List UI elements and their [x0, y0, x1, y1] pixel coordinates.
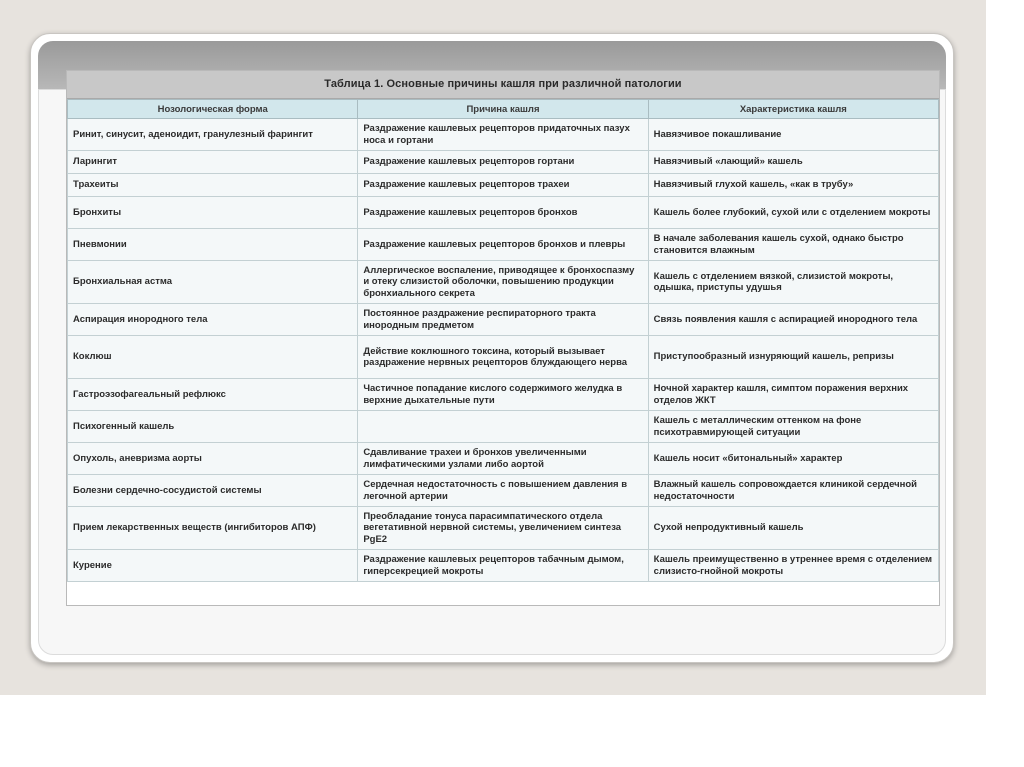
table-title: Таблица 1. Основные причины кашля при различной патологии [67, 71, 939, 99]
nosology-cell: Ларингит [68, 151, 358, 174]
characteristic-cell: Навязчивый «лающий» кашель [648, 151, 938, 174]
characteristic-cell: Приступообразный изнуряющий кашель, репризы [648, 336, 938, 379]
nosology-cell: Болезни сердечно-сосудистой системы [68, 475, 358, 507]
cause-cell: Сдавливание трахеи и бронхов увеличенными лимфатическими узлами либо аортой [358, 443, 648, 475]
nosology-cell: Бронхиты [68, 197, 358, 229]
table-row [68, 151, 939, 174]
cause-cell: Преобладание тонуса парасимпатического отдела вегетативной нервной системы, увеличением синтеза PgE2 [358, 507, 648, 550]
column-header-nosology: Нозологическая форма [68, 100, 358, 119]
table-row [68, 261, 939, 304]
cough-causes-table [66, 70, 940, 606]
table-row [68, 550, 939, 582]
characteristic-cell: Кашель преимущественно в утреннее время с отделением слизисто-гнойной мокроты [648, 550, 938, 582]
characteristic-cell: Кашель носит «битональный» характер [648, 443, 938, 475]
characteristic-cell: Кашель с металлическим оттенком на фоне психотравмирующей ситуации [648, 411, 938, 443]
cause-cell: Сердечная недостаточность с повышением давления в легочной артерии [358, 475, 648, 507]
cause-cell: Действие коклюшного токсина, который вызывает раздражение нервных рецепторов блуждающего нерва [358, 336, 648, 379]
cause-cell: Раздражение кашлевых рецепторов бронхов и плевры [358, 229, 648, 261]
column-header-characteristic: Характеристика кашля [648, 100, 938, 119]
characteristic-cell: Влажный кашель сопровождается клиникой сердечной недостаточности [648, 475, 938, 507]
cause-cell: Раздражение кашлевых рецепторов бронхов [358, 197, 648, 229]
nosology-cell: Коклюш [68, 336, 358, 379]
column-header-cause: Причина кашля [358, 100, 648, 119]
table-row [68, 174, 939, 197]
nosology-cell: Курение [68, 550, 358, 582]
nosology-cell: Аспирация инородного тела [68, 304, 358, 336]
nosology-cell: Опухоль, аневризма аорты [68, 443, 358, 475]
cause-cell: Постоянное раздражение респираторного тракта инородным предметом [358, 304, 648, 336]
characteristic-cell: В начале заболевания кашель сухой, однако быстро становится влажным [648, 229, 938, 261]
characteristic-cell: Навязчивое покашливание [648, 119, 938, 151]
nosology-cell: Ринит, синусит, аденоидит, гранулезный фарингит [68, 119, 358, 151]
nosology-cell: Психогенный кашель [68, 411, 358, 443]
table-header-row [68, 100, 939, 119]
table-row [68, 336, 939, 379]
characteristic-cell: Кашель с отделением вязкой, слизистой мокроты, одышка, приступы удушья [648, 261, 938, 304]
cause-cell: Раздражение кашлевых рецепторов гортани [358, 151, 648, 174]
table-row [68, 443, 939, 475]
characteristic-cell: Кашель более глубокий, сухой или с отделением мокроты [648, 197, 938, 229]
cause-cell: Раздражение кашлевых рецепторов табачным дымом, гиперсекрецией мокроты [358, 550, 648, 582]
table-row [68, 411, 939, 443]
table-grid [67, 99, 939, 582]
cause-cell: Аллергическое воспаление, приводящее к бронхоспазму и отеку слизистой оболочки, повышению продукции бронхиального секрета [358, 261, 648, 304]
table-row [68, 197, 939, 229]
characteristic-cell: Сухой непродуктивный кашель [648, 507, 938, 550]
table-row [68, 379, 939, 411]
table-row [68, 304, 939, 336]
table-row [68, 507, 939, 550]
cause-cell: Раздражение кашлевых рецепторов трахеи [358, 174, 648, 197]
nosology-cell: Гастроэзофагеальный рефлюкс [68, 379, 358, 411]
table-row [68, 119, 939, 151]
cause-cell: Частичное попадание кислого содержимого желудка в верхние дыхательные пути [358, 379, 648, 411]
nosology-cell: Трахеиты [68, 174, 358, 197]
characteristic-cell: Ночной характер кашля, симптом поражения верхних отделов ЖКТ [648, 379, 938, 411]
table-row [68, 475, 939, 507]
characteristic-cell: Связь появления кашля с аспирацией инородного тела [648, 304, 938, 336]
characteristic-cell: Навязчивый глухой кашель, «как в трубу» [648, 174, 938, 197]
table-row [68, 229, 939, 261]
nosology-cell: Бронхиальная астма [68, 261, 358, 304]
nosology-cell: Пневмонии [68, 229, 358, 261]
cause-cell [358, 411, 648, 443]
nosology-cell: Прием лекарственных веществ (ингибиторов АПФ) [68, 507, 358, 550]
cause-cell: Раздражение кашлевых рецепторов придаточных пазух носа и гортани [358, 119, 648, 151]
